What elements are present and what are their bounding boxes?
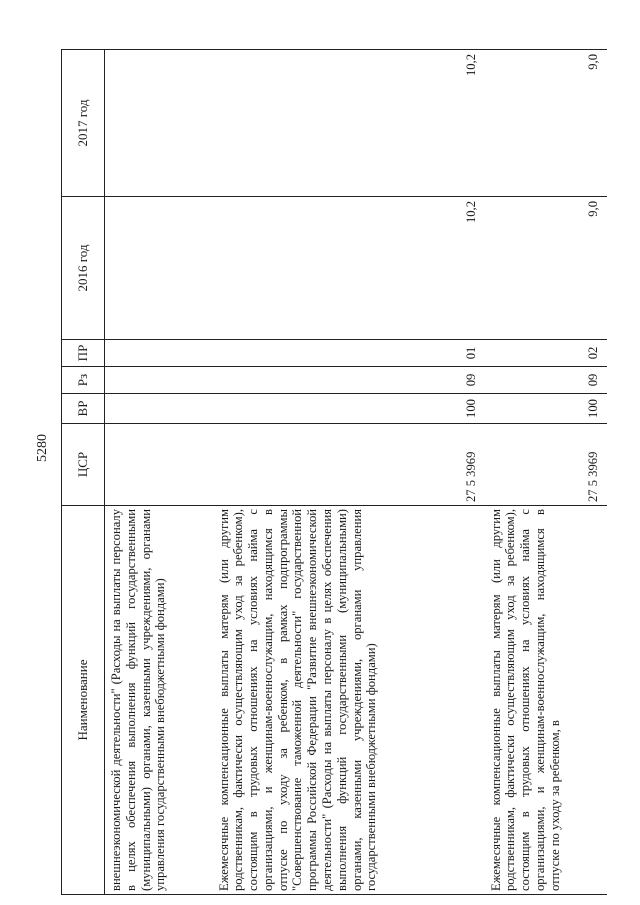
header-vr: ВР <box>62 394 105 424</box>
row-2017: 9,0 <box>485 50 607 197</box>
row-csr: 27 5 3969 <box>213 424 485 506</box>
row-2016 <box>105 197 213 340</box>
row-2016: 9,0 <box>485 197 607 340</box>
row-csr: 27 5 3969 <box>485 424 607 506</box>
table-row <box>105 50 213 895</box>
header-rz: Рз <box>62 367 105 394</box>
row-pr: 02 <box>485 340 607 367</box>
table-header-row <box>62 50 105 895</box>
row-vr: 100 <box>485 394 607 424</box>
row-rz <box>105 367 213 394</box>
table-row <box>485 50 607 895</box>
header-csr: ЦСР <box>62 424 105 506</box>
header-name: Наименование <box>62 506 105 895</box>
row-name: Ежемесячные компенсационные выплаты матерям (или другим родственникам, фактически осуществляющим уход за ребенком), состоящим в трудовых отношениях на условиях найма с организациями, и женщинам-военнослужащим, находящимся в отпуске по уходу за ребенком, в <box>485 506 607 895</box>
row-name: Ежемесячные компенсационные выплаты матерям (или другим родственникам, фактически осуществляющим уход за ребенком), состоящим в трудовых отношениях на условиях найма с организациями, и женщинам-военнослужащим, находящимся в отпуске по уходу за ребенком, в рамках подпрограммы "Совершенствование таможенной деятельности" государственной программы Российской Федерации "Развитие внешнеэкономической деятельности" (Расходы на выплаты персоналу в целях обеспечения выполнения функций государственными (муниципальными) органами, казенными учреждениями, органами управления государственными внебюджетными фондами) <box>213 506 485 895</box>
page-number: 5280 <box>35 434 50 462</box>
header-2016: 2016 год <box>62 197 105 340</box>
row-rz: 09 <box>213 367 485 394</box>
row-name: внешнеэкономической деятельности" (Расходы на выплаты персоналу в целях обеспечения выполнения функций государственными (муниципальными) органами, казенными учреждениями, органами управления государственными внебюджетными фондами) <box>105 506 213 895</box>
budget-table-rotated <box>61 50 607 895</box>
budget-table <box>61 49 607 895</box>
header-pr: ПР <box>62 340 105 367</box>
row-2016: 10,2 <box>213 197 485 340</box>
row-2017: 10,2 <box>213 50 485 197</box>
row-csr <box>105 424 213 506</box>
row-2017 <box>105 50 213 197</box>
header-2017: 2017 год <box>62 50 105 197</box>
row-rz: 09 <box>485 367 607 394</box>
row-pr <box>105 340 213 367</box>
table-row <box>213 50 485 895</box>
row-vr <box>105 394 213 424</box>
row-vr: 100 <box>213 394 485 424</box>
row-pr: 01 <box>213 340 485 367</box>
